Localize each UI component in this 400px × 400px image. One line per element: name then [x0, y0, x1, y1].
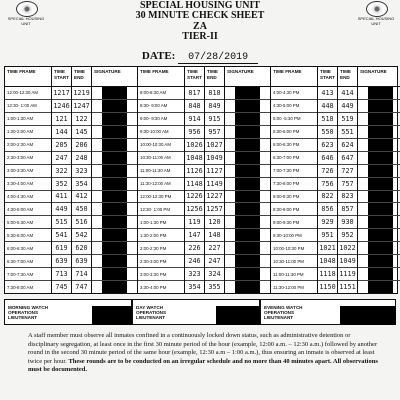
- signoff-evening-line2: OPERATIONS: [264, 310, 295, 315]
- time-frame-cell: 4:30-5:00 AM: [5, 203, 51, 216]
- time-frame-cell: 11:30-12:00 AM: [138, 178, 184, 191]
- signoff-day-line3: LIEUTENANT: [136, 315, 166, 320]
- time-end-cell: 747: [75, 283, 88, 292]
- signature-cell: [225, 165, 270, 178]
- time-end-cell: 857: [338, 203, 357, 216]
- header-signature: SIGNATURE: [225, 67, 270, 87]
- signature-redaction: [368, 100, 393, 112]
- time-end-cell: 355: [208, 283, 221, 292]
- signoff-day-line2: OPERATIONS: [136, 310, 167, 315]
- time-start-cell: 856: [318, 203, 337, 216]
- time-end-cell: 449: [338, 100, 357, 113]
- signature-redaction: [368, 152, 393, 164]
- signature-redaction: [235, 165, 260, 177]
- signature-redaction: [368, 165, 393, 177]
- signature-cell: [92, 229, 137, 242]
- time-start-cell: 822: [318, 191, 337, 204]
- time-frame-cell: 5:00-5:30 AM: [5, 216, 51, 229]
- time-start-cell: 817: [185, 87, 204, 100]
- time-end-cell: 412: [72, 191, 91, 204]
- time-frame-cell: 3:30-4:00 PM: [140, 284, 167, 290]
- time-start-cell: 1118: [318, 268, 337, 281]
- time-end-cell: 1257: [205, 203, 224, 216]
- time-frame-cell: 6:30-7:00 PM: [271, 152, 317, 165]
- observation-notice: [28, 332, 378, 375]
- time-frame-cell: 12:00-12:30 AM: [5, 87, 51, 100]
- time-end-cell: 1219: [72, 87, 91, 100]
- time-frame-cell: 9:00- 9:30 AM: [138, 113, 184, 126]
- title-range: ZA: [193, 21, 207, 32]
- time-end-cell: 957: [205, 126, 224, 139]
- time-frame-cell: 1:00-1:30 PM: [138, 216, 184, 229]
- signature-redaction: [235, 242, 260, 254]
- signature-cell: [225, 203, 270, 216]
- time-end-cell: 1149: [205, 178, 224, 191]
- header-time-frame: TIME FRAME: [5, 67, 51, 87]
- signature-cell: [92, 113, 137, 126]
- signature-redaction: [235, 191, 260, 203]
- time-end-cell: 1247: [72, 100, 91, 113]
- signature-cell: [358, 191, 400, 204]
- time-end-cell: 1151: [339, 283, 356, 292]
- column-group-day: [137, 67, 270, 293]
- time-start-cell: 745: [55, 283, 68, 292]
- signature-cell: [225, 152, 270, 165]
- time-frame-cell: 4:00-4:30 PM: [271, 87, 317, 100]
- time-start-cell: 713: [52, 268, 71, 281]
- signature-cell: [358, 268, 400, 281]
- time-end-cell: 1027: [205, 139, 224, 152]
- time-start-cell: 1246: [52, 100, 71, 113]
- time-frame-cell: 2:00-2:30 AM: [5, 139, 51, 152]
- col-signature-morning: [92, 67, 137, 293]
- time-end-cell: 1049: [338, 255, 357, 268]
- signature-cell: [92, 165, 137, 178]
- title-tier: TIER-II: [182, 31, 218, 42]
- signature-cell: [225, 113, 270, 126]
- time-start-cell: 541: [52, 229, 71, 242]
- time-end-cell: 639: [72, 255, 91, 268]
- signature-redaction: [235, 229, 260, 241]
- notice-emphasis: These rounds are to be conducted on an irregular schedule and no more than 40 minutes apart. All observations must be documented.: [28, 357, 378, 374]
- time-frame-cell: 1:30-2:00 AM: [5, 126, 51, 139]
- signature-cell: [358, 113, 400, 126]
- time-end-cell: 324: [205, 268, 224, 281]
- time-frame-cell: 5:00 -5:30 PM: [271, 113, 317, 126]
- signature-cell: [225, 191, 270, 204]
- time-start-cell: 1021: [318, 242, 337, 255]
- signature-redaction: [235, 126, 260, 138]
- time-end-cell: 1127: [205, 165, 224, 178]
- signature-redaction: [368, 242, 393, 254]
- col-time-frame-morning: [5, 67, 52, 293]
- signature-cell: [358, 281, 400, 293]
- signature-cell: [92, 87, 137, 100]
- time-frame-cell: 7:30-8:00 PM: [271, 178, 317, 191]
- time-frame-cell: 10:00-10:30 PM: [271, 242, 317, 255]
- signature-cell: [225, 139, 270, 152]
- signature-redaction: [368, 126, 393, 138]
- signature-redaction: [368, 178, 393, 190]
- signature-cell: [92, 100, 137, 113]
- time-end-cell: 227: [205, 242, 224, 255]
- time-start-cell: 619: [52, 242, 71, 255]
- time-end-cell: 519: [338, 113, 357, 126]
- signature-cell: [358, 152, 400, 165]
- time-frame-cell: 9:30-10:00 AM: [138, 126, 184, 139]
- signature-cell: [358, 255, 400, 268]
- signature-cell: [358, 242, 400, 255]
- check-sheet-table: [4, 66, 398, 294]
- time-frame-cell: 7:00-7:30 PM: [271, 165, 317, 178]
- signature-redaction: [235, 100, 260, 112]
- time-start-cell: 247: [52, 152, 71, 165]
- time-frame-cell: 3:30-4:00 AM: [5, 178, 51, 191]
- time-start-cell: 623: [318, 139, 337, 152]
- redaction-morning: [92, 306, 132, 325]
- signature-cell: [92, 139, 137, 152]
- date-row: [0, 50, 400, 64]
- time-frame-cell: 10:30-11:00 AM: [138, 152, 184, 165]
- time-end-cell: 823: [338, 191, 357, 204]
- signature-redaction: [368, 268, 393, 280]
- time-end-cell: 148: [205, 229, 224, 242]
- header-time-frame: TIME FRAME: [271, 67, 317, 87]
- signoff-day-line1: DAY WATCH: [136, 305, 163, 310]
- time-end-cell: 206: [72, 139, 91, 152]
- signature-cell: [358, 203, 400, 216]
- signature-redaction: [102, 255, 127, 267]
- signature-cell: [225, 216, 270, 229]
- time-start-cell: 1226: [185, 191, 204, 204]
- time-start-cell: 413: [318, 87, 337, 100]
- signature-cell: [358, 216, 400, 229]
- time-start-cell: 246: [185, 255, 204, 268]
- time-start-cell: 226: [185, 242, 204, 255]
- signature-cell: [358, 126, 400, 139]
- signature-cell: [92, 178, 137, 191]
- signature-redaction: [102, 229, 127, 241]
- signature-cell: [92, 191, 137, 204]
- time-end-cell: 1049: [205, 152, 224, 165]
- signature-cell: [92, 216, 137, 229]
- signature-redaction: [102, 268, 127, 280]
- time-start-cell: 1126: [185, 165, 204, 178]
- signature-redaction: [235, 178, 260, 190]
- signature-cell: [92, 255, 137, 268]
- header-time-end: TIME END: [72, 67, 91, 87]
- signature-redaction: [235, 255, 260, 267]
- time-frame-cell: 12:30- 1:00 PM: [138, 203, 184, 216]
- notice-body: A staff member must observe all inmates confined in a continuously locked down status, such as administrative detention or disciplinary segregation, at least once in the first 30 minute period of the hour (example, 12:00 a.m. – 12:30 a.m.) followed by another round in the second 30 minute period of the same hour (example, 12:30 a.m – 1:00 a.m.), thus ensuring an inmate is observed at least twice per hour.: [28, 332, 378, 365]
- signature-cell: [358, 139, 400, 152]
- signature-cell: [358, 100, 400, 113]
- time-start-cell: 144: [52, 126, 71, 139]
- header-time-start: TIME START: [52, 67, 71, 87]
- signature-redaction: [235, 152, 260, 164]
- time-end-cell: 516: [72, 216, 91, 229]
- time-start-cell: 322: [52, 165, 71, 178]
- time-end-cell: 1119: [338, 268, 357, 281]
- time-start-cell: 726: [318, 165, 337, 178]
- signature-redaction: [102, 126, 127, 138]
- time-end-cell: 1227: [205, 191, 224, 204]
- time-frame-cell: 10:00-10:30 AM: [138, 139, 184, 152]
- redaction-day: [216, 306, 260, 325]
- time-frame-cell: 12:00-12:30 PM: [138, 191, 184, 204]
- header-time-end: TIME END: [338, 67, 357, 87]
- time-frame-cell: 5:30-6:00 AM: [5, 229, 51, 242]
- time-end-cell: 323: [72, 165, 91, 178]
- time-frame-cell: 9:00-9:30 PM: [271, 216, 317, 229]
- time-frame-cell: 9:30-10:00 PM: [271, 229, 317, 242]
- time-start-cell: 1048: [318, 255, 337, 268]
- signature-cell: [358, 178, 400, 191]
- time-start-cell: 914: [185, 113, 204, 126]
- time-start-cell: 323: [185, 268, 204, 281]
- col-time-frame-evening: [271, 67, 318, 293]
- time-frame-cell: 11:30-12:00 PM: [273, 284, 304, 290]
- signature-redaction: [235, 87, 260, 99]
- time-end-cell: 551: [338, 126, 357, 139]
- time-end-cell: 624: [338, 139, 357, 152]
- signoff-evening-line1: EVENING WATCH: [264, 305, 303, 310]
- date-label: DATE:: [141, 50, 176, 62]
- signature-redaction: [102, 113, 127, 125]
- time-frame-cell: 3:00-3:30 AM: [5, 165, 51, 178]
- time-start-cell: 1217: [52, 87, 71, 100]
- time-start-cell: 1150: [319, 283, 336, 292]
- signoff-evening-line3: LIEUTENANT: [264, 315, 294, 320]
- time-frame-cell: 10:30-11:00 PM: [271, 255, 317, 268]
- col-time-end-day: [205, 67, 225, 293]
- signature-redaction: [235, 216, 260, 228]
- time-start-cell: 448: [318, 100, 337, 113]
- header-time-frame: TIME FRAME: [138, 67, 184, 87]
- signoff-morning-line1: MORNING WATCH: [8, 305, 48, 310]
- signature-redaction: [368, 113, 393, 125]
- time-frame-cell: 4:00-4:30 AM: [5, 191, 51, 204]
- time-frame-cell: 6:00-6:30 PM: [271, 139, 317, 152]
- signature-cell: [225, 242, 270, 255]
- signature-redaction: [102, 242, 127, 254]
- header-time-start: TIME START: [318, 67, 337, 87]
- header-time-start: TIME START: [185, 67, 204, 87]
- time-frame-cell: 3:00-3:30 PM: [138, 268, 184, 281]
- time-start-cell: 951: [318, 229, 337, 242]
- signature-redaction: [102, 100, 127, 112]
- time-frame-cell: 4:30-5:00 PM: [271, 100, 317, 113]
- signature-redaction: [368, 216, 393, 228]
- time-start-cell: 121: [52, 113, 71, 126]
- time-start-cell: 518: [318, 113, 337, 126]
- col-time-start-morning: [52, 67, 72, 293]
- time-frame-cell: 5:30-6:00 PM: [271, 126, 317, 139]
- signature-cell: [358, 229, 400, 242]
- column-group-morning: [5, 67, 137, 293]
- date-value: 07/28/2019: [178, 52, 258, 64]
- time-frame-cell: 1:00-1:30 AM: [5, 113, 51, 126]
- signature-redaction: [235, 281, 260, 293]
- time-end-cell: 247: [205, 255, 224, 268]
- redaction-evening: [340, 306, 396, 325]
- time-start-cell: 1026: [185, 139, 204, 152]
- time-end-cell: 727: [338, 165, 357, 178]
- signature-cell: [225, 100, 270, 113]
- time-start-cell: 929: [318, 216, 337, 229]
- col-time-start-day: [185, 67, 205, 293]
- time-end-cell: 1022: [338, 242, 357, 255]
- time-frame-cell: 11:00-11:30 PM: [271, 268, 317, 281]
- time-end-cell: 122: [72, 113, 91, 126]
- time-end-cell: 757: [338, 178, 357, 191]
- time-start-cell: 756: [318, 178, 337, 191]
- time-start-cell: 1148: [185, 178, 204, 191]
- time-end-cell: 620: [72, 242, 91, 255]
- signature-redaction: [368, 255, 393, 267]
- signature-redaction: [102, 191, 127, 203]
- time-start-cell: 1048: [185, 152, 204, 165]
- time-start-cell: 411: [52, 191, 71, 204]
- signature-redaction: [102, 152, 127, 164]
- col-signature-day: [225, 67, 270, 293]
- signature-cell: [225, 178, 270, 191]
- time-start-cell: 550: [318, 126, 337, 139]
- signature-redaction: [235, 139, 260, 151]
- signature-cell: [225, 229, 270, 242]
- time-frame-cell: 7:00-7:30 AM: [5, 268, 51, 281]
- signature-redaction: [368, 87, 393, 99]
- signature-cell: [92, 281, 137, 293]
- signature-redaction: [102, 165, 127, 177]
- signature-redaction: [102, 281, 127, 293]
- time-end-cell: 145: [72, 126, 91, 139]
- time-start-cell: 1256: [185, 203, 204, 216]
- signature-cell: [92, 126, 137, 139]
- seal-left-caption: SPECIAL HOUSING UNIT: [7, 16, 45, 26]
- seal-right-caption: SPECIAL HOUSING UNIT: [357, 16, 395, 26]
- signature-redaction: [368, 203, 393, 215]
- time-end-cell: 414: [338, 87, 357, 100]
- time-frame-cell: 12:30- 1:00 AM: [5, 100, 51, 113]
- time-start-cell: 147: [185, 229, 204, 242]
- signature-cell: [92, 242, 137, 255]
- time-start-cell: 848: [185, 100, 204, 113]
- signature-redaction: [102, 203, 127, 215]
- time-start-cell: 352: [52, 178, 71, 191]
- signature-cell: [358, 87, 400, 100]
- time-frame-cell: 11:00-11:30 AM: [138, 165, 184, 178]
- time-end-cell: 542: [72, 229, 91, 242]
- time-start-cell: 639: [52, 255, 71, 268]
- time-start-cell: 515: [52, 216, 71, 229]
- col-time-start-evening: [318, 67, 338, 293]
- signature-cell: [225, 87, 270, 100]
- time-end-cell: 818: [205, 87, 224, 100]
- time-frame-cell: 6:00-6:30 AM: [5, 242, 51, 255]
- time-end-cell: 120: [205, 216, 224, 229]
- signature-cell: [92, 203, 137, 216]
- time-start-cell: 956: [185, 126, 204, 139]
- signature-redaction: [102, 178, 127, 190]
- time-frame-cell: 8:00-8:30 AM: [138, 87, 184, 100]
- col-time-frame-day: [138, 67, 185, 293]
- signoff-morning-line2: OPERATIONS: [8, 310, 39, 315]
- signature-redaction: [102, 87, 127, 99]
- time-frame-cell: 1:30-2:00 PM: [138, 229, 184, 242]
- title-sheet: 30 MINUTE CHECK SHEET: [135, 10, 265, 21]
- title-unit: SPECIAL HOUSING UNIT: [139, 0, 261, 11]
- time-start-cell: 354: [188, 283, 201, 292]
- signature-cell: [92, 268, 137, 281]
- time-end-cell: 915: [205, 113, 224, 126]
- signature-redaction: [368, 281, 393, 293]
- signature-redaction: [102, 216, 127, 228]
- col-time-end-evening: [338, 67, 358, 293]
- header-signature: SIGNATURE: [92, 67, 137, 87]
- time-end-cell: 450: [72, 203, 91, 216]
- time-end-cell: 248: [72, 152, 91, 165]
- time-frame-cell: 2:30-3:00 PM: [138, 255, 184, 268]
- time-frame-cell: 8:00-8:30 PM: [271, 191, 317, 204]
- time-frame-cell: 8:30-9:00 PM: [271, 203, 317, 216]
- signature-redaction: [368, 191, 393, 203]
- time-frame-cell: 2:30-3:00 AM: [5, 152, 51, 165]
- header-signature: SIGNATURE: [358, 67, 400, 87]
- time-end-cell: 354: [72, 178, 91, 191]
- signature-cell: [225, 255, 270, 268]
- time-start-cell: 119: [185, 216, 204, 229]
- time-end-cell: 930: [338, 216, 357, 229]
- time-end-cell: 849: [205, 100, 224, 113]
- time-frame-cell: 8:30- 9:00 AM: [138, 100, 184, 113]
- signature-cell: [225, 126, 270, 139]
- signature-redaction: [368, 139, 393, 151]
- signature-redaction: [235, 203, 260, 215]
- signature-redaction: [235, 113, 260, 125]
- header-time-end: TIME END: [205, 67, 224, 87]
- signature-cell: [358, 165, 400, 178]
- col-time-end-morning: [72, 67, 92, 293]
- column-group-evening: [270, 67, 400, 293]
- col-signature-evening: [358, 67, 400, 293]
- time-frame-cell: 2:00-2:30 PM: [138, 242, 184, 255]
- time-frame-cell: 6:30-7:00 AM: [5, 255, 51, 268]
- signoff-morning-line3: LIEUTENANT: [8, 315, 38, 320]
- time-end-cell: 647: [338, 152, 357, 165]
- time-end-cell: 952: [338, 229, 357, 242]
- time-start-cell: 646: [318, 152, 337, 165]
- signature-cell: [225, 281, 270, 293]
- signature-cell: [225, 268, 270, 281]
- time-start-cell: 449: [52, 203, 71, 216]
- signature-redaction: [368, 229, 393, 241]
- signature-redaction: [102, 139, 127, 151]
- time-start-cell: 205: [52, 139, 71, 152]
- time-frame-cell: 7:30-8:00 AM: [7, 284, 34, 290]
- signature-cell: [92, 152, 137, 165]
- time-end-cell: 714: [72, 268, 91, 281]
- signature-redaction: [235, 268, 260, 280]
